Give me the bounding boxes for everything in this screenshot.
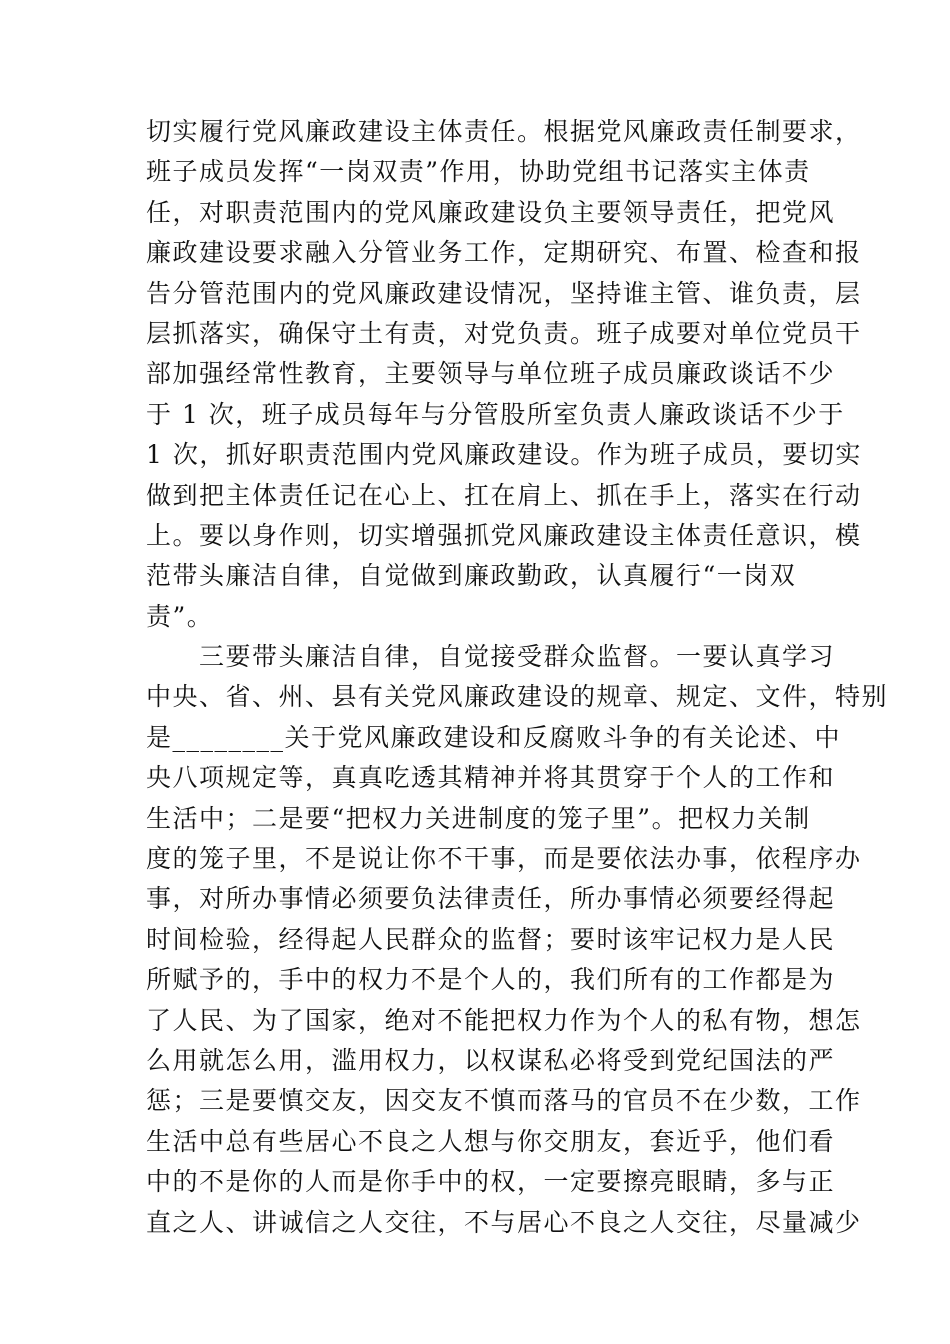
text-line: 是________关于党风廉政建设和反腐败斗争的有关论述、中: [146, 722, 842, 752]
text-line: 事，对所办事情必须要负法律责任，所办事情必须要经得起: [146, 884, 836, 914]
document-body: [146, 112, 889, 1243]
text-line-indented: 三要带头廉洁自律，自觉接受群众监督。一要认真学习: [199, 642, 836, 672]
text-line: 所赋予的，手中的权力不是个人的，我们所有的工作都是为: [146, 965, 836, 995]
text-line: 廉政建设要求融入分管业务工作，定期研究、布置、检查和报: [146, 238, 862, 268]
text-line: 责”。: [146, 601, 214, 631]
text-line: 生活中总有些居心不良之人想与你交朋友，套近乎，他们看: [146, 1126, 836, 1156]
text-line: 生活中；二是要“把权力关进制度的笼子里”。把权力关制: [146, 803, 811, 833]
text-line: 惩；三是要慎交友，因交友不慎而落马的官员不在少数，工作: [146, 1086, 862, 1116]
text-line: 时间检验，经得起人民群众的监督；要时该牢记权力是人民: [146, 924, 836, 954]
text-line: 中的不是你的人而是你手中的权，一定要擦亮眼睛，多与正: [146, 1167, 836, 1197]
text-line: 范带头廉洁自律，自觉做到廉政勤政，认真履行“一岗双: [146, 561, 797, 591]
text-line: 度的笼子里，不是说让你不干事，而是要依法办事，依程序办: [146, 844, 862, 874]
text-line: 班子成员发挥“一岗双责”作用，协助党组书记落实主体责: [146, 157, 811, 187]
text-line: 于 1 次，班子成员每年与分管股所室负责人廉政谈话不少于: [146, 399, 845, 429]
text-line: 告分管范围内的党风廉政建设情况，坚持谁主管、谁负责，层: [146, 278, 862, 308]
paragraph-2: [146, 637, 889, 1243]
text-line: 切实履行党风廉政建设主体责任。根据党风廉政责任制要求，: [146, 117, 862, 146]
text-line: 么用就怎么用，滥用权力，以权谋私必将受到党纪国法的严: [146, 1045, 836, 1075]
text-line: 了人民、为了国家，绝对不能把权力作为个人的私有物，想怎: [146, 1005, 862, 1035]
text-line: 直之人、讲诚信之人交往，不与居心不良之人交往，尽量减少: [146, 1207, 862, 1237]
text-line: 任，对职责范围内的党风廉政建设负主要领导责任，把党风: [146, 197, 836, 227]
text-line: 央八项规定等，真真吃透其精神并将其贯穿于个人的工作和: [146, 763, 836, 793]
text-line: 部加强经常性教育，主要领导与单位班子成员廉政谈话不少: [146, 359, 836, 389]
text-line: 中央、省、州、县有关党风廉政建设的规章、规定、文件，特别: [146, 682, 889, 712]
paragraph-1: [146, 112, 862, 637]
text-line: 1 次，抓好职责范围内党风廉政建设。作为班子成员，要切实: [146, 440, 862, 470]
text-line: 层抓落实，确保守土有责，对党负责。班子成要对单位党员干: [146, 318, 862, 348]
text-line: 上。要以身作则，切实增强抓党风廉政建设主体责任意识，模: [146, 520, 862, 550]
text-line: 做到把主体责任记在心上、扛在肩上、抓在手上，落实在行动: [146, 480, 862, 510]
